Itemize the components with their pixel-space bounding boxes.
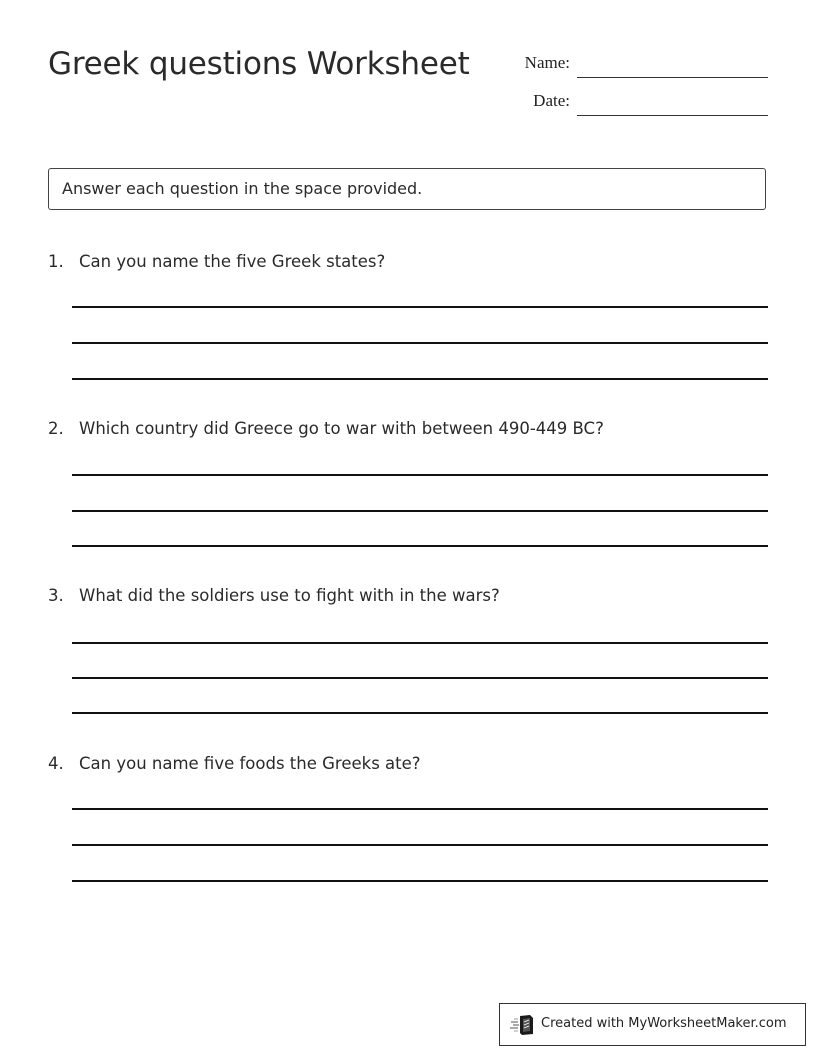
question-2 — [48, 419, 604, 438]
answer-line-4-2[interactable] — [72, 844, 768, 846]
answer-line-1-3[interactable] — [72, 378, 768, 380]
question-text: Can you name the five Greek states? — [79, 252, 386, 271]
answer-line-4-1[interactable] — [72, 808, 768, 810]
instructions-box — [48, 168, 766, 210]
question-number: 3. — [48, 586, 64, 605]
date-label: Date: — [533, 91, 570, 110]
question-text: What did the soldiers use to fight with in the wars? — [79, 586, 500, 605]
answer-line-2-2[interactable] — [72, 510, 768, 512]
question-number: 1. — [48, 252, 64, 271]
question-3 — [48, 586, 500, 605]
answer-line-3-3[interactable] — [72, 712, 768, 714]
answer-line-1-1[interactable] — [72, 306, 768, 308]
page-title: Greek questions Worksheet — [48, 46, 470, 82]
footer-credit-box[interactable] — [499, 1003, 806, 1046]
question-text: Can you name five foods the Greeks ate? — [79, 754, 421, 773]
answer-line-1-2[interactable] — [72, 342, 768, 344]
date-field[interactable] — [577, 115, 768, 116]
question-number: 2. — [48, 419, 64, 438]
worksheet-maker-logo-icon — [510, 1014, 536, 1036]
answer-line-2-3[interactable] — [72, 545, 768, 547]
name-label: Name: — [524, 53, 570, 72]
question-number: 4. — [48, 754, 64, 773]
question-4 — [48, 754, 421, 773]
instructions-text: Answer each question in the space provided. — [62, 179, 423, 198]
footer-credit-text: Created with MyWorksheetMaker.com — [541, 1016, 787, 1031]
answer-line-3-2[interactable] — [72, 677, 768, 679]
name-field[interactable] — [577, 77, 768, 78]
answer-line-3-1[interactable] — [72, 642, 768, 644]
answer-line-4-3[interactable] — [72, 880, 768, 882]
question-text: Which country did Greece go to war with between 490-449 BC? — [79, 419, 604, 438]
question-1 — [48, 252, 385, 271]
answer-line-2-1[interactable] — [72, 474, 768, 476]
